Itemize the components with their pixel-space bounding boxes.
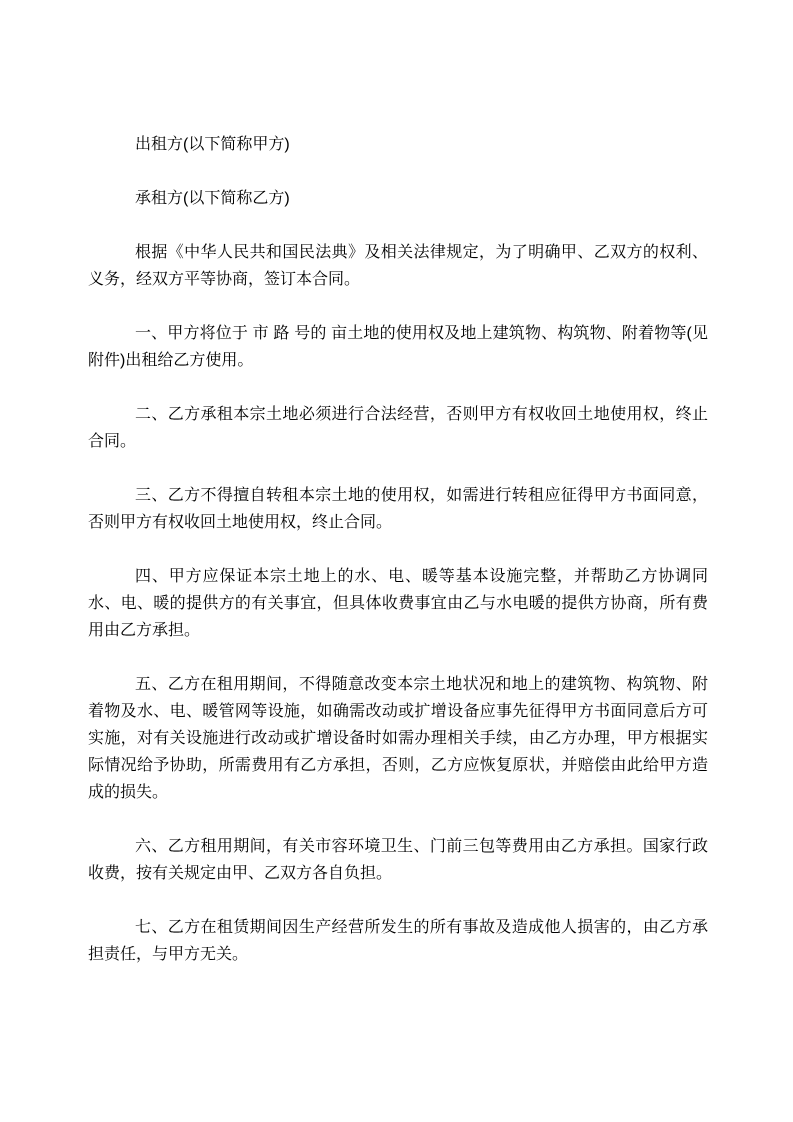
clause-6: 六、乙方租用期间，有关市容环境卫生、门前三包等费用由乙方承担。国家行政收费，按有关规定由甲、乙双方各自负担。 <box>88 838 708 882</box>
paragraph-lessee: 承租方(以下简称乙方) <box>135 190 290 207</box>
clause-5: 五、乙方在租用期间，不得随意改变本宗土地状况和地上的建筑物、构筑物、附着物及水、电、暖管网等设施，如确需改动或扩增设备应事先征得甲方书面同意后方可实施，对有关设施进行改动或扩增设备时如需办理相关手续，由乙方办理，甲方根据实际情况给予协助，所需费用有乙方承担，否则，乙方应恢复原状，并赔偿由此给甲方造成的损失。 <box>88 676 708 801</box>
paragraph-preamble: 根据《中华人民共和国民法典》及相关法律规定，为了明确甲、乙双方的权利、义务，经双方平等协商，签订本合同。 <box>88 244 708 288</box>
clause-3: 三、乙方不得擅自转租本宗土地的使用权，如需进行转租应征得甲方书面同意，否则甲方有权收回土地使用权，终止合同。 <box>88 487 708 531</box>
clause-7: 七、乙方在租赁期间因生产经营所发生的所有事故及造成他人损害的，由乙方承担责任，与甲方无关。 <box>88 919 708 963</box>
clause-2: 二、乙方承租本宗土地必须进行合法经营，否则甲方有权收回土地使用权，终止合同。 <box>88 406 708 450</box>
clause-1: 一、甲方将位于 市 路 号的 亩土地的使用权及地上建筑物、构筑物、附着物等(见附件)出租给乙方使用。 <box>88 325 708 369</box>
paragraph-lessor: 出租方(以下简称甲方) <box>135 136 290 153</box>
clause-4: 四、甲方应保证本宗土地上的水、电、暖等基本设施完整，并帮助乙方协调同水、电、暖的提供方的有关事宜，但具体收费事宜由乙与水电暖的提供方协商，所有费用由乙方承担。 <box>88 568 708 639</box>
